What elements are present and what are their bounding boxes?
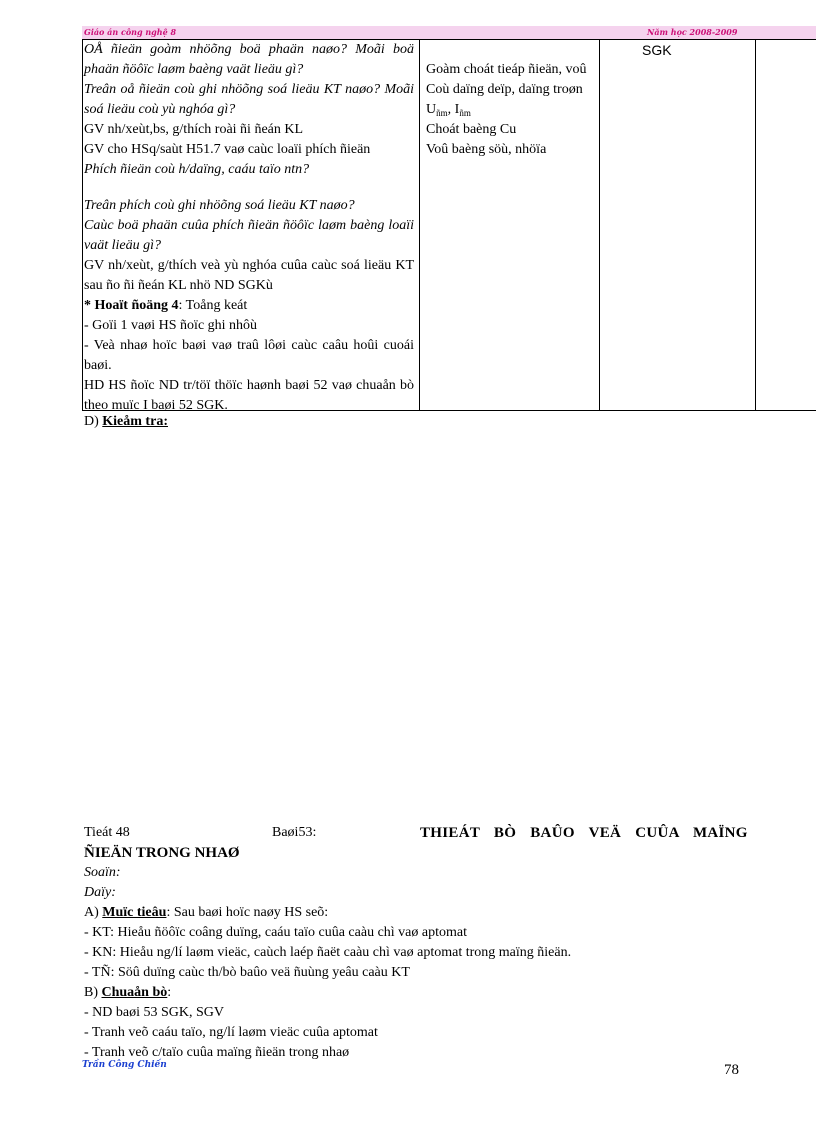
header-school-year: Năm học 2008-2009 bbox=[647, 27, 738, 37]
text-line: Coù daïng deïp, daïng troøn bbox=[426, 82, 583, 97]
text-line: HD HS ñoïc ND tr/töï thöïc haønh baøi 52 vaø chuaån bò theo muïc I baøi 52 SGK. bbox=[84, 378, 414, 413]
text-line: GV cho HSq/saùt H51.7 vaø caùc loaïi phích ñieän bbox=[84, 142, 371, 157]
section-prefix: A) bbox=[84, 905, 103, 920]
header-subject: Giáo án công nghệ 8 bbox=[84, 27, 177, 37]
text-line: OÅ ñieän goàm nhöõng boä phaän naøo? Moãi boä phaän ñöôïc laøm baèng vaät lieäu gì? bbox=[84, 42, 414, 77]
section-prefix: B) bbox=[84, 985, 102, 1000]
section-b-heading bbox=[84, 983, 744, 1003]
prep-item: - Tranh veõ caáu taïo, ng/lí laøm vieäc cuûa aptomat bbox=[84, 1025, 378, 1040]
section-kiem-tra bbox=[84, 412, 168, 432]
u-subscript: ñm bbox=[436, 108, 448, 118]
section-rest: : bbox=[167, 985, 172, 1000]
text-line: - Goïi 1 vaøi HS ñoïc ghi nhôù bbox=[84, 318, 258, 333]
u-symbol: U bbox=[426, 102, 437, 117]
teacher-activity-column bbox=[84, 40, 414, 416]
text-line: GV nh/xeùt,bs, g/thích roài ñi ñeán KL bbox=[84, 122, 304, 137]
author-name: Trần Công Chiến bbox=[82, 1060, 167, 1070]
text-line: Choát baèng Cu bbox=[426, 122, 517, 137]
prep-item: - Tranh veõ c/taïo cuûa maïng ñieän trong nhaø bbox=[84, 1045, 350, 1060]
rated-values-line bbox=[426, 100, 588, 120]
text-line: - Veà nhaø hoïc baøi vaø traû lôøi caùc caâu hoûi cuoái baøi. bbox=[84, 338, 414, 373]
table-divider-2 bbox=[599, 39, 600, 411]
objective-td: - TÑ: Söû duïng caùc th/bò baûo veä ñuùng yeâu caàu KT bbox=[84, 965, 410, 980]
materials-column bbox=[642, 40, 672, 60]
lesson-number: Baøi53: bbox=[272, 825, 317, 840]
lesson-period: Tieát 48 bbox=[84, 825, 130, 840]
section-label: Muïc tieâu bbox=[102, 905, 167, 920]
lesson-body bbox=[84, 843, 744, 1063]
text-line: Phích ñieän coù h/daïng, caáu taïo ntn? bbox=[84, 162, 310, 177]
section-label: Chuaån bò bbox=[101, 985, 168, 1000]
table-divider-1 bbox=[419, 39, 420, 411]
i-symbol: , I bbox=[447, 102, 460, 117]
activity-4-title: : Toång keát bbox=[178, 298, 248, 313]
text-line: Voû baèng söù, nhöïa bbox=[426, 142, 547, 157]
page-header bbox=[82, 26, 816, 39]
i-subscript: ñm bbox=[459, 108, 471, 118]
soan-label: Soaïn: bbox=[84, 865, 121, 880]
section-rest: : Sau baøi hoïc naøy HS seõ: bbox=[166, 905, 329, 920]
text-line: GV nh/xeùt, g/thích veà yù nghóa cuûa caùc soá lieäu KT sau ño ñi ñeán KL nhö ND SGKù bbox=[84, 258, 414, 293]
lesson-title-row bbox=[84, 823, 748, 843]
text-line: Goàm choát tieáp ñieän, voû bbox=[426, 62, 587, 77]
section-a-heading bbox=[84, 903, 744, 923]
text-line: Caùc boä phaän cuûa phích ñieän ñöôïc laøm baèng loaïi vaät lieäu gì? bbox=[84, 218, 414, 253]
text-line: Treân phích coù ghi nhöõng soá lieäu KT naøo? bbox=[84, 198, 355, 213]
table-border-left bbox=[82, 39, 83, 411]
objective-kn: - KN: Hieåu ng/lí laøm vieäc, caùch laép ñaët caàu chì vaø aptomat trong maïng ñieän. bbox=[84, 945, 572, 960]
activity-4-heading bbox=[84, 296, 414, 316]
lesson-title-continued: ÑIEÄN TRONG NHAØ bbox=[84, 845, 240, 861]
objective-kt: - KT: Hieåu ñöôïc coâng duïng, caáu taïo cuûa caàu chì vaø aptomat bbox=[84, 925, 467, 940]
day-label: Daïy: bbox=[84, 885, 116, 900]
materials-sgk: SGK bbox=[642, 42, 672, 58]
table-divider-3 bbox=[755, 39, 756, 411]
lesson-table bbox=[82, 39, 816, 411]
spacer bbox=[84, 180, 414, 196]
section-prefix: D) bbox=[84, 414, 103, 429]
text-line: Treân oå ñieän coù ghi nhöõng soá lieäu KT naøo? Moãi soá lieäu coù yù nghóa gì? bbox=[84, 82, 414, 117]
activity-4-label: * Hoaït ñoäng 4 bbox=[84, 298, 179, 313]
page-number: 78 bbox=[724, 1062, 739, 1078]
lesson-title: THIEÁT BÒ BAÛO VEÄ CUÛA MAÏNG bbox=[420, 825, 748, 841]
content-column bbox=[426, 60, 588, 160]
section-label: Kieåm tra: bbox=[102, 414, 168, 429]
prep-item: - ND baøi 53 SGK, SGV bbox=[84, 1005, 224, 1020]
